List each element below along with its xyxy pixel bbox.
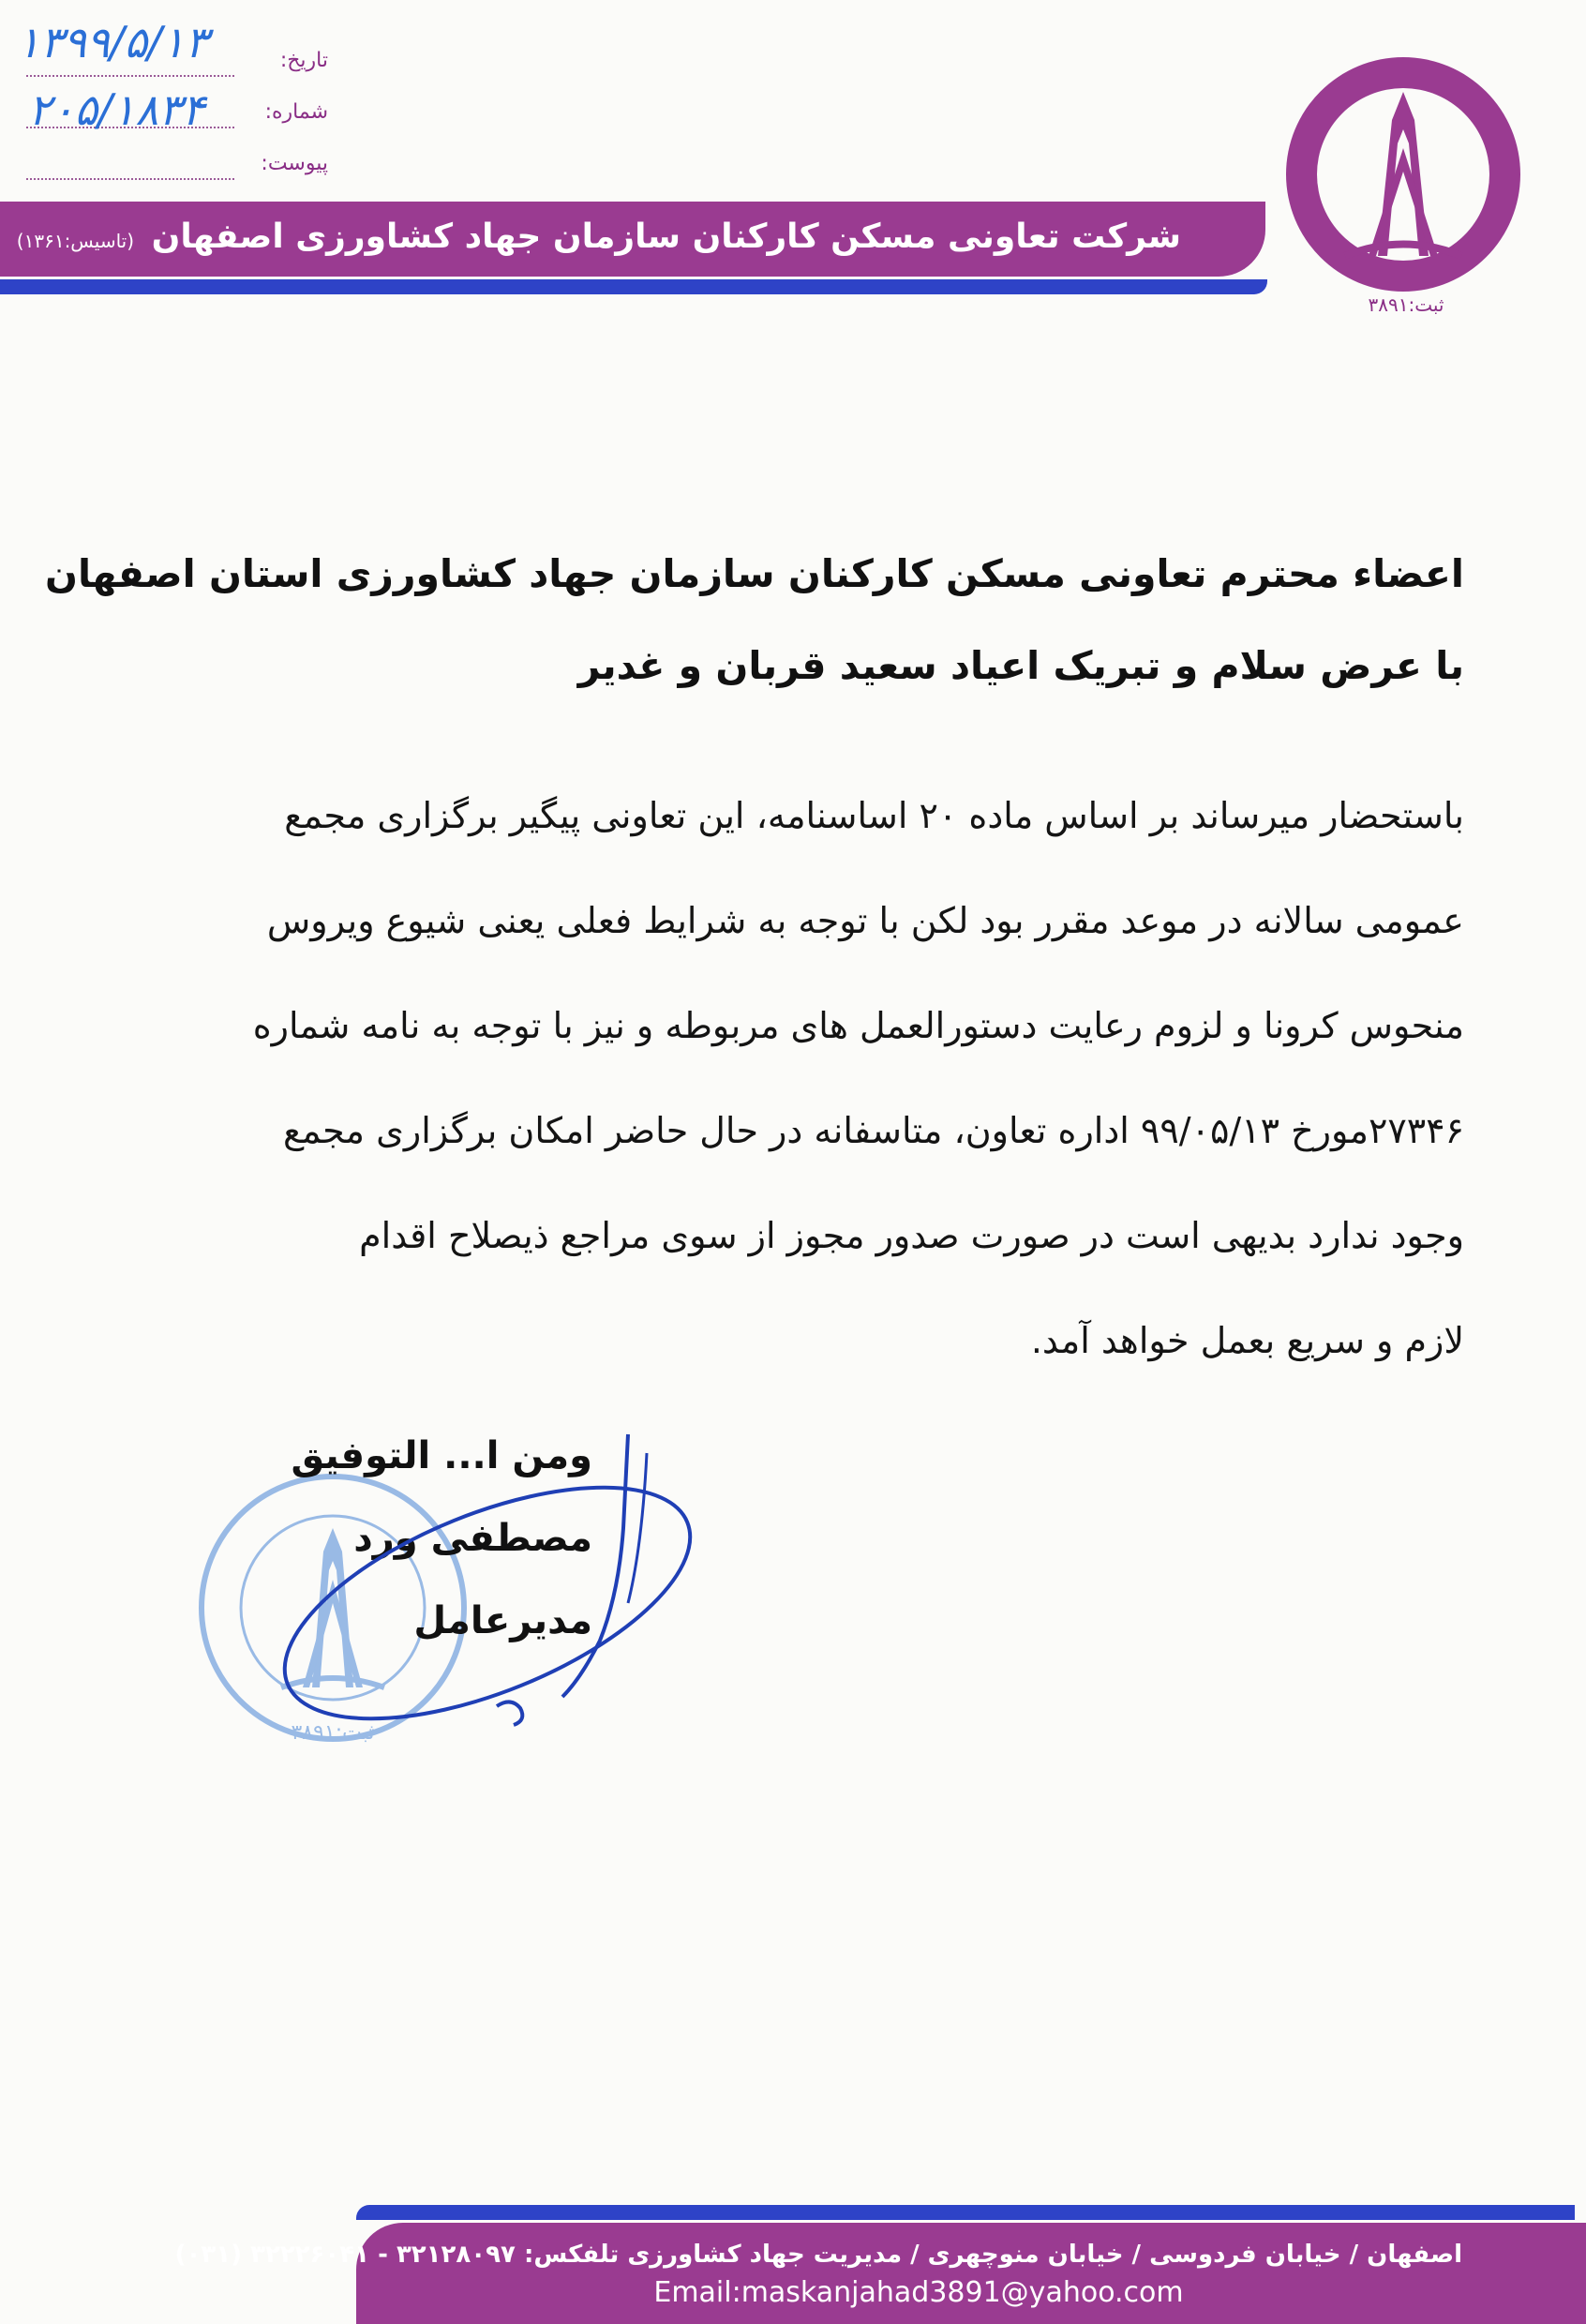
handwritten-number: ۲۰۵/۱۸۳۴ [28, 84, 205, 135]
company-name: شرکت تعاونی مسکن کارکنان سازمان جهاد کشاورزی اصفهان [151, 217, 1181, 256]
attachment-line [26, 178, 234, 180]
attachment-label: پیوست: [261, 152, 328, 175]
body-line: منحوس کرونا و لزوم رعایت دستورالعمل های مربوطه و نیز با توجه به نامه شماره [252, 1005, 1464, 1046]
closing-phrase: ومن ا... التوفیق [291, 1434, 592, 1477]
body-line: وجود ندارد بدیهی است در صورت صدور مجوز از سوی مراجع ذیصلاح اقدام [359, 1215, 1464, 1256]
body-line: ۲۷۳۴۶مورخ ۹۹/۰۵/۱۳ اداره تعاون، متاسفانه در حال حاضر امکان برگزاری مجمع [282, 1110, 1464, 1151]
logo-icon [1279, 54, 1528, 322]
signatory-name: مصطفی ورد [353, 1517, 592, 1560]
company-logo [1279, 54, 1528, 322]
date-label: تاریخ: [279, 49, 328, 72]
footer-stripe [356, 2205, 1575, 2220]
number-label: شماره: [264, 100, 328, 124]
company-name-line [16, 217, 1181, 256]
stamp-registration: ثبت:۳۸۹۱ [291, 1721, 375, 1745]
body-line: لازم و سریع بعمل خواهد آمد. [1030, 1320, 1464, 1361]
greeting-line: با عرض سلام و تبریک اعیاد سعید قربان و غدیر [577, 643, 1464, 688]
date-line [26, 75, 234, 77]
footer-email: Email:maskanjahad3891@yahoo.com [653, 2276, 1184, 2309]
body-line: باستحضار میرساند بر اساس ماده ۲۰ اساسنامه، این تعاونی پیگیر برگزاری مجمع [284, 795, 1464, 836]
signatory-title: مدیرعامل [413, 1599, 592, 1642]
footer-address: اصفهان / خیابان فردوسی / خیابان منوچهری / مدیریت جهاد کشاورزی تلفکس: ۳۲۱۲۸۰۹۷ - ۳۲۲۲۶۰۴۱ (۰۳۱) [174, 2241, 1462, 2269]
handwritten-date: ۱۳۹۹/۵/۱۳ [17, 17, 208, 67]
header-stripe [0, 279, 1267, 294]
founded-year: (تاسیس:۱۳۶۱) [16, 230, 135, 252]
logo-registration: ثبت:۳۸۹۱ [1368, 293, 1444, 316]
handwritten-signature [253, 1416, 722, 1772]
body-line: عمومی سالانه در موعد مقرر بود لکن با توجه به شرایط فعلی یعنی شیوع ویروس [266, 900, 1464, 941]
recipient-line: اعضاء محترم تعاونی مسکن کارکنان سازمان جهاد کشاورزی استان اصفهان [45, 551, 1464, 596]
